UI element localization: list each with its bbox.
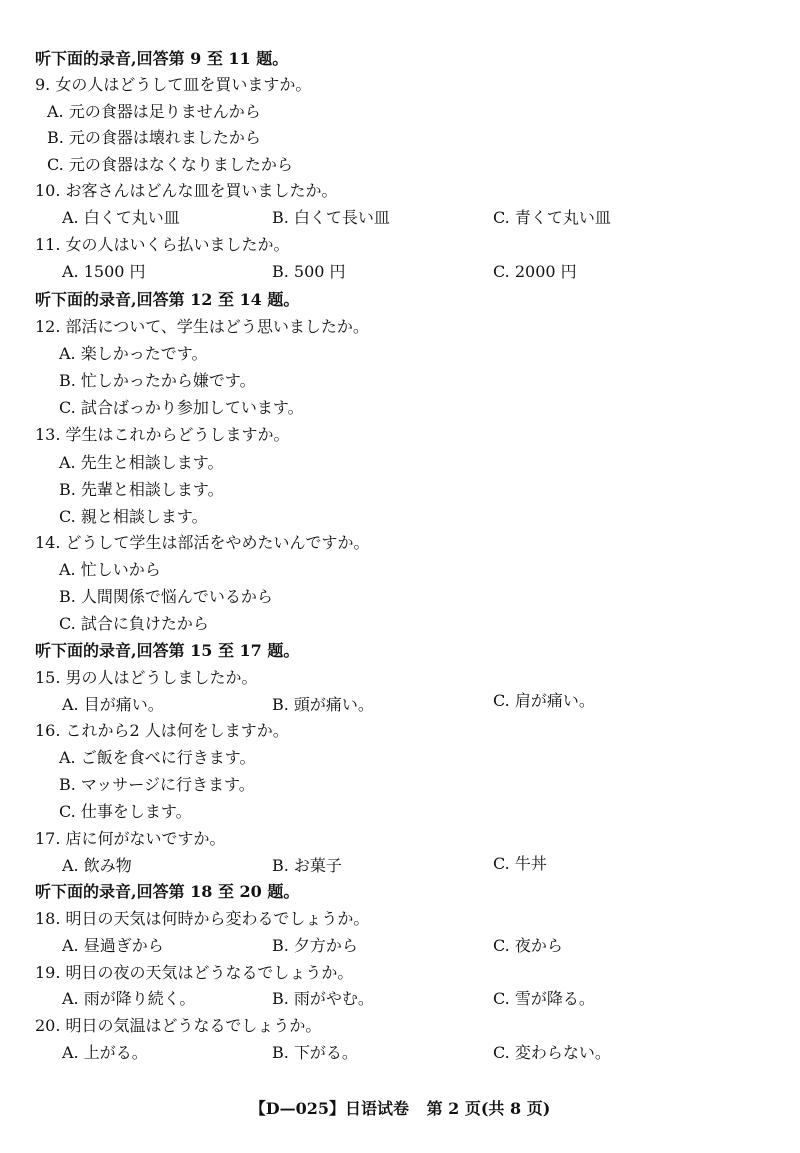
question-15: 15. 男の人はどうしましたか。 [35,668,258,687]
question-12-option-b: B. 忙しかったから嫌です。 [59,371,256,390]
page-number: 第 2 页(共 8 页) [426,1099,551,1118]
question-9-option-c: C. 元の食器はなくなりましたから [47,155,293,174]
question-19: 19. 明日の夜の天気はどうなるでしょうか。 [35,963,354,982]
question-16-option-c: C. 仕事をします。 [59,802,192,821]
section-header: 听下面的录音,回答第 9 至 11 题。 [35,49,289,68]
question-18-option-a: A. 昼過ぎから [62,936,164,955]
question-12-option-a: A. 楽しかったです。 [59,344,208,363]
question-11-option-a: A. 1500 円 [62,262,146,281]
question-10: 10. お客さんはどんな皿を買いましたか。 [35,181,338,200]
question-13-option-c: C. 親と相談します。 [59,507,208,526]
question-20: 20. 明日の気温はどうなるでしょうか。 [35,1016,322,1035]
question-9-option-b: B. 元の食器は壊れましたから [47,128,261,147]
question-15-option-c: C. 肩が痛い。 [493,691,595,710]
question-17: 17. 店に何がないですか。 [35,829,226,848]
question-16-option-b: B. マッサージに行きます。 [59,775,255,794]
question-17-option-b: B. お菓子 [272,856,342,875]
question-19-option-c: C. 雪が降る。 [493,989,595,1008]
question-14-option-b: B. 人間関係で悩んでいるから [59,587,273,606]
question-18-option-b: B. 夕方から [272,936,358,955]
question-13-option-a: A. 先生と相談します。 [59,453,224,472]
question-15-option-b: B. 頭が痛い。 [272,695,374,714]
question-10-option-c: C. 青くて丸い皿 [493,208,611,227]
question-9: 9. 女の人はどうして皿を買いますか。 [35,75,312,94]
question-16: 16. これから2 人は何をしますか。 [35,721,289,740]
question-15-option-a: A. 目が痛い。 [62,695,164,714]
question-11-option-b: B. 500 円 [272,262,346,281]
question-12-option-c: C. 試合ばっかり参加しています。 [59,398,304,417]
question-14-option-a: A. 忙しいから [59,560,161,579]
question-12: 12. 部活について、学生はどう思いましたか。 [35,317,369,336]
question-19-option-b: B. 雨がやむ。 [272,989,374,1008]
question-20-option-c: C. 変わらない。 [493,1043,611,1062]
question-14: 14. どうして学生は部活をやめたいんですか。 [35,533,370,552]
question-10-option-b: B. 白くて長い皿 [272,208,390,227]
section-header: 听下面的录音,回答第 18 至 20 题。 [35,882,300,901]
question-20-option-b: B. 下がる。 [272,1043,358,1062]
question-13: 13. 学生はこれからどうしますか。 [35,425,290,444]
question-14-option-c: C. 試合に負けたから [59,614,209,633]
question-11: 11. 女の人はいくら払いましたか。 [35,235,290,254]
question-9-option-a: A. 元の食器は足りませんから [47,102,261,121]
question-11-option-c: C. 2000 円 [493,262,577,281]
question-20-option-a: A. 上がる。 [62,1043,148,1062]
section-header: 听下面的录音,回答第 12 至 14 题。 [35,290,300,309]
question-17-option-c: C. 牛丼 [493,854,547,873]
question-16-option-a: A. ご飯を食べに行きます。 [59,748,256,767]
question-13-option-b: B. 先輩と相談します。 [59,480,224,499]
section-header: 听下面的录音,回答第 15 至 17 题。 [35,641,300,660]
question-17-option-a: A. 飲み物 [62,856,132,875]
question-18: 18. 明日の天気は何時から変わるでしょうか。 [35,909,370,928]
question-10-option-a: A. 白くて丸い皿 [62,208,180,227]
page-footer [0,1097,800,1121]
question-19-option-a: A. 雨が降り続く。 [62,989,196,1008]
exam-code: 【D—025】日语试卷 [249,1099,409,1118]
question-18-option-c: C. 夜から [493,936,563,955]
